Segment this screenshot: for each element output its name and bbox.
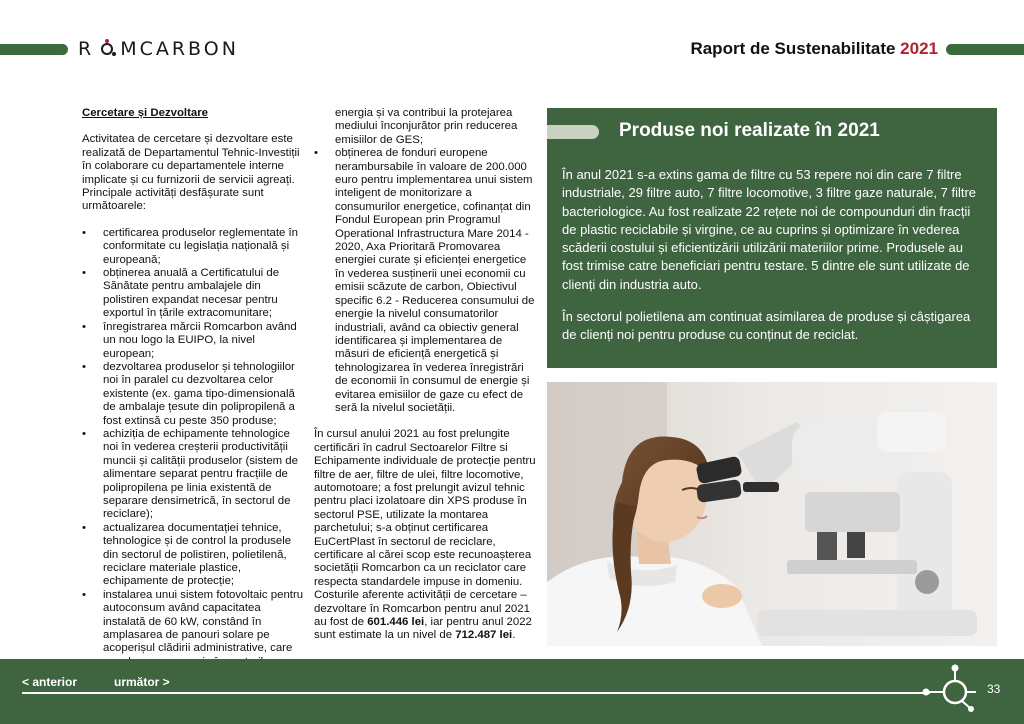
report-title-text: Raport de Sustenabilitate <box>690 39 896 58</box>
logo-letter-r: R <box>78 38 95 60</box>
list-item: • certificarea produselor reglementate în conformitate cu legislația națională și europeană; <box>82 227 304 267</box>
paragraph-text: În cursul anului 2021 au fost prelungite certificări în cadrul Sectoarelor Filtre si Echipamente individuale de protecție pentru filtre de aer, filtre de ulei, filtre locomotive, automotoare; a fost prelungit avizul tehnic pentru placi izolatoare din XPS produse în sectorul PSE, utilizate la montarea parchetului; s-a obținut certificarea EuCertPlast în sectorul de reciclare, certificare al cărei scop este recunoașterea societății Romcarbon ca un reciclator care respecta standardele impuse in domeniu. Costurile aferente activității de cercetare – dezvoltare în Romcarbon pentru anul 2021 au fost de <box>314 428 536 629</box>
list-item: • instalarea unui sistem fotovoltaic pentru autoconsum având capacitatea instalată de 60 kW, constând în amplasarea de panouri solare pe acoperișul clădirii administrative, care <box>82 589 304 669</box>
cost-2022-value: 712.487 lei <box>455 629 513 642</box>
list-item: • obținerea de fonduri europene nerambursabile în valoare de 200.000 euro pentru implementarea unui sistem inteligent de monitorizare a consumurilor energetice, cofinanțat din Fondul European prin Programul Operational Infrastructura Mare 2014 - 2020, Axa Prioritară Promovarea energiei curate și eficienței energetice în vederea susținerii unei economii cu emisii scăzute de carbon, Obiectivul specific 6.2 - Reducerea consumului de energie la nivelul consumatorilor industriali, având ca obiectiv general identificarea și implementarea de măsuri de eficiență energetică și tehnologizarea în vederea înregistrări de economii în consumul de energie și evitarea emisiilor de gaze cu efect de seră la nivelul societății. <box>314 147 536 415</box>
research-column <box>82 107 304 669</box>
list-item: • înregistrarea mărcii Romcarbon având un nou logo la EUIPO, la nivel european; <box>82 321 304 361</box>
cost-2021-value: 601.446 lei <box>367 616 425 629</box>
lab-microscope-photo <box>547 382 997 646</box>
box-title: Produse noi realizate în 2021 <box>619 120 880 141</box>
intro-paragraph: Activitatea de cercetare și dezvoltare este realizată de Departamentul Tehnic-Investiții în colaborare cu departamentele interne implicate și cu furnizorii de servicii agreați. Principale activități desfășurate sunt următoarele: <box>82 133 300 213</box>
box-paragraph: În sectorul polietilena am continuat asimilarea de produse și câștigarea de clienți noi pentru produse cu conținut de reciclat. <box>562 309 971 343</box>
paragraph-text-end: . <box>512 629 516 642</box>
list-item: • obținerea anuală a Certificatului de Sănătate pentru ambalajele din polistiren expandat necesar pentru exportul în țările extracomunitare; <box>82 267 304 321</box>
molecule-network-icon <box>918 663 988 713</box>
certifications-paragraph <box>314 428 536 643</box>
report-title-year: 2021 <box>900 39 938 58</box>
logo-text: MCARBON <box>120 38 239 60</box>
list-item-continuation: energia și va contribui la protejarea mediului înconjurător prin reducerea emisiilor de GES; <box>335 107 518 146</box>
box-paragraph: În anul 2021 s-a extins gama de filtre cu 53 repere noi din care 7 filtre industriale, 29 filtre auto, 7 filtre locomotive, 3 filtre gaze naturale, 7 filtre bacteriologice. Au fost realizate 22 rețete noi de compounduri din fracții de plastic reciclabile și virgine, ce au cuprins și optimizare în vederea scăderii costului și eficientizării utilizării materiilor prime. Produsele au fost trimise catre beneficiari pentru testare. 5 dintre ele sunt utilizate de clienți din industria auto. <box>562 167 977 292</box>
paragraph-text-mid: , iar pentru anul 2022 sunt estimate la un nivel de <box>314 616 532 642</box>
page-number: 33 <box>987 682 1001 696</box>
report-title <box>690 39 938 59</box>
list-item: • dezvoltarea produselor și tehnologiilor noi în paralel cu dezvoltarea celor existente (ex. gama tipo-dimensională de ambalaje țesute din polipropilenă a fost extinsă cu peste 350 produse; <box>82 361 304 428</box>
header-accent-bar-right <box>946 44 1024 55</box>
logo-molecule-icon <box>97 39 117 59</box>
romcarbon-logo <box>78 38 239 60</box>
activities-list <box>82 227 304 669</box>
previous-page-link[interactable]: < anterior <box>22 675 78 689</box>
list-item: • actualizarea documentației tehnice, tehnologice și de control la produsele din sectorul de polistiren, polietilenă, reciclare materiale plastice, echipamente de protecție; <box>82 522 304 589</box>
box-accent-bar <box>547 125 599 139</box>
next-page-link[interactable]: următor > <box>114 675 170 689</box>
section-heading: Cercetare și Dezvoltare <box>82 107 208 119</box>
footer-divider <box>22 692 930 694</box>
box-body <box>562 166 987 359</box>
header-accent-bar-left <box>0 44 68 55</box>
list-item: • achiziția de echipamente tehnologice noi în vederea creșterii productivității muncii și calității produselor (sistem de alimentare separat pentru fracțiile de polipropilena pe linia existentă de separare densimetrică, în sectorul de reciclare); <box>82 428 304 522</box>
activities-list-continued <box>314 147 536 415</box>
research-column-continued <box>314 107 536 656</box>
new-products-box <box>547 108 997 368</box>
